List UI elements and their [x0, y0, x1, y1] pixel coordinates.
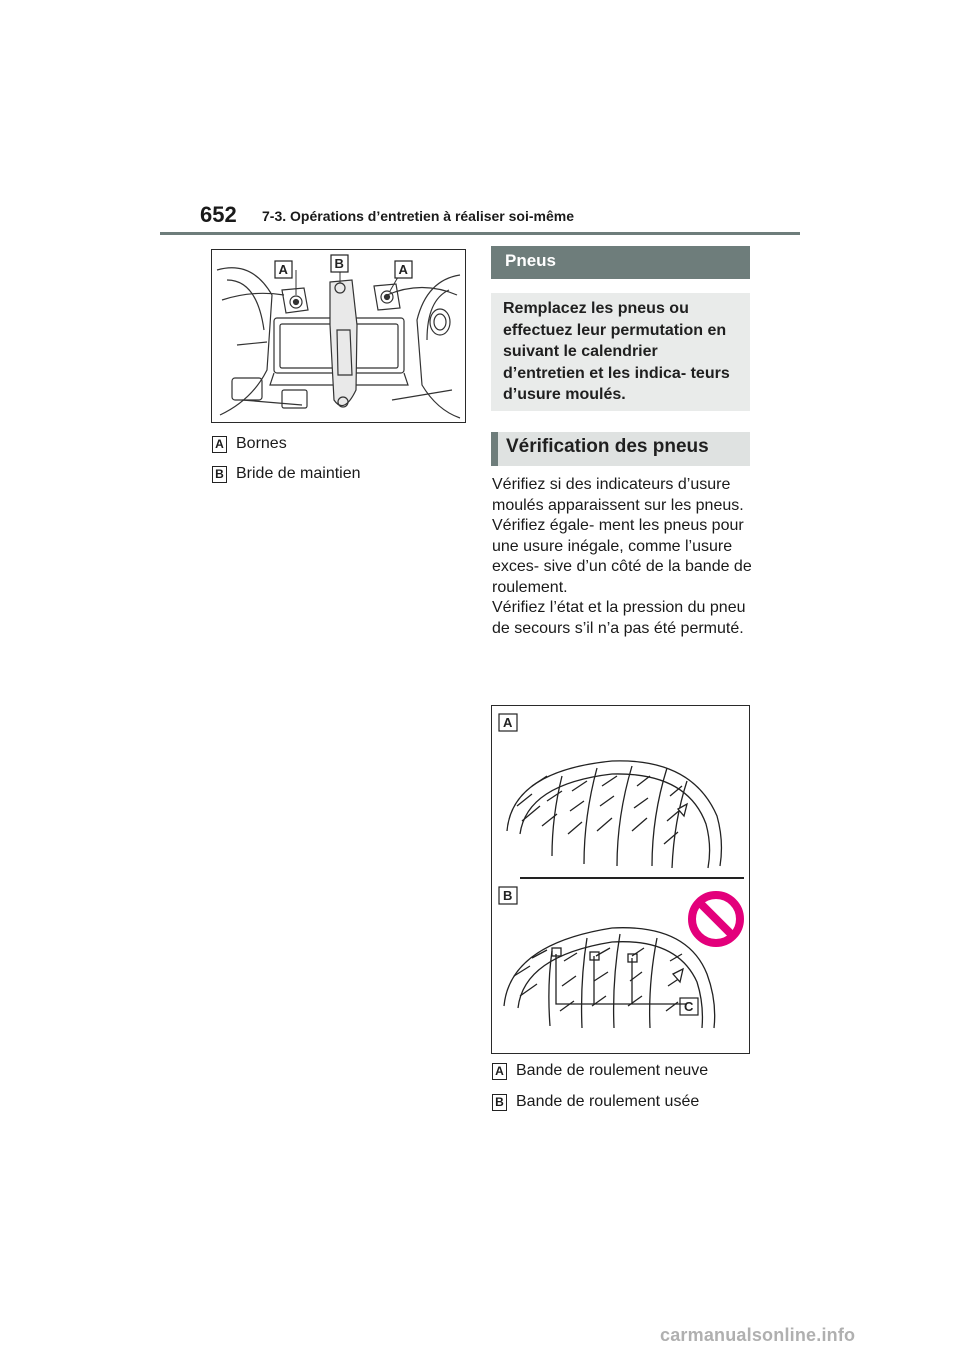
section-title: 7-3. Opérations d’entretien à réaliser soi-même [262, 208, 575, 224]
page-number: 652 [200, 202, 237, 227]
pneus-summary: Remplacez les pneus ou effectuez leur permutation en suivant le calendrier d’entretien et les indica- teurs d’usure moulés. [491, 293, 750, 411]
legend-key: B [212, 466, 227, 483]
prohibition-icon [692, 895, 740, 943]
legend-key: A [492, 1063, 507, 1080]
battery-legend-a [212, 435, 287, 453]
watermark: carmanualsonline.info [660, 1325, 856, 1345]
battery-label-a-right: A [398, 262, 408, 277]
tire-legend-a [492, 1062, 708, 1080]
tire-label-b: B [503, 888, 513, 903]
pneus-section-header: Pneus [491, 246, 750, 279]
header-divider [160, 232, 800, 235]
tire-legend-b [492, 1093, 699, 1111]
verification-body [492, 475, 754, 639]
tire-label-a: A [503, 715, 513, 730]
battery-label-a-left: A [278, 262, 288, 277]
legend-key: B [492, 1094, 507, 1111]
verification-paragraph-2: Vérifiez l’état et la pression du pneu de secours s’il n’a pas été permuté. [492, 599, 746, 637]
battery-illustration [211, 249, 466, 423]
battery-legend-b [212, 465, 361, 483]
tire-label-c: C [684, 999, 694, 1014]
legend-text: Bornes [236, 435, 287, 452]
legend-text: Bande de roulement usée [516, 1093, 700, 1110]
legend-key: A [212, 436, 227, 453]
legend-text: Bride de maintien [236, 465, 361, 482]
verification-paragraph-1: Vérifiez si des indicateurs d’usure moulés apparaissent sur les pneus. Vérifiez égale- ment les pneus pour une usure inégale, comme l’usure exces- sive d’un côté de la bande de roulement. [492, 476, 752, 596]
legend-text: Bande de roulement neuve [516, 1062, 709, 1079]
verification-section-header: Vérification des pneus [491, 432, 750, 466]
battery-label-b: B [334, 256, 344, 271]
tire-tread-illustration [491, 705, 750, 1054]
